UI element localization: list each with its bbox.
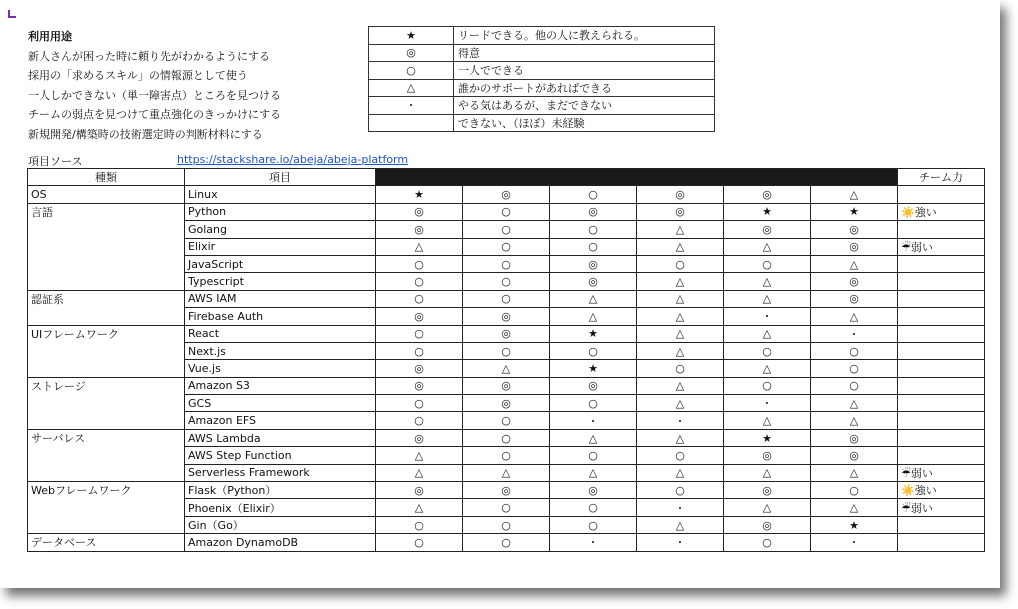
skill-level-cell[interactable]: ○ [463, 238, 550, 255]
legend-description[interactable]: 得意 [454, 44, 715, 62]
skill-level-cell[interactable]: ○ [463, 203, 550, 220]
skill-level-cell[interactable]: △ [550, 464, 637, 481]
item-cell[interactable]: Amazon EFS [185, 412, 376, 429]
skill-level-cell[interactable]: ○ [463, 221, 550, 238]
skill-level-cell[interactable]: ○ [376, 255, 463, 272]
skill-level-cell[interactable]: ◎ [811, 238, 898, 255]
legend-symbol[interactable]: ◎ [369, 44, 454, 62]
skill-level-cell[interactable]: ○ [376, 273, 463, 290]
team-strength-cell[interactable] [898, 377, 985, 394]
skill-level-cell[interactable]: ○ [463, 499, 550, 516]
item-cell[interactable]: Amazon DynamoDB [185, 534, 376, 551]
skill-level-cell[interactable]: △ [637, 429, 724, 446]
category-cell[interactable]: Webフレームワーク [28, 482, 185, 499]
table-row [28, 342, 985, 359]
usage-section [28, 27, 281, 145]
skill-level-cell[interactable]: ○ [550, 447, 637, 464]
skill-level-cell[interactable]: ○ [637, 360, 724, 377]
legend-row [369, 44, 715, 62]
skill-level-cell[interactable]: ○ [376, 395, 463, 412]
skill-level-cell[interactable]: △ [724, 412, 811, 429]
skill-level-cell[interactable]: ○ [463, 412, 550, 429]
skill-level-cell[interactable]: ◎ [811, 429, 898, 446]
skill-level-cell[interactable]: △ [637, 273, 724, 290]
skill-level-cell[interactable]: △ [637, 238, 724, 255]
skill-level-cell[interactable]: ○ [724, 377, 811, 394]
skill-level-cell[interactable]: ◎ [463, 395, 550, 412]
team-strength-cell[interactable] [898, 534, 985, 551]
skill-level-cell[interactable]: △ [463, 360, 550, 377]
skill-level-cell[interactable]: ・ [550, 534, 637, 551]
skill-level-cell[interactable]: △ [637, 464, 724, 481]
skill-level-cell[interactable]: ◎ [724, 186, 811, 203]
legend-symbol[interactable] [369, 114, 454, 132]
team-strength-cell[interactable]: ☔弱い [898, 238, 985, 255]
legend-description[interactable]: 誰かのサポートがあればできる [454, 79, 715, 97]
skill-level-cell[interactable]: ○ [550, 395, 637, 412]
skill-level-cell[interactable]: ◎ [550, 203, 637, 220]
skill-level-cell[interactable]: ◎ [376, 221, 463, 238]
usage-line: 新人さんが困った時に頼り先がわかるようにする [28, 49, 270, 63]
skill-level-cell[interactable]: ○ [463, 447, 550, 464]
skill-level-cell[interactable]: △ [550, 308, 637, 325]
category-cell[interactable] [28, 308, 185, 325]
item-cell[interactable]: Serverless Framework [185, 464, 376, 481]
skill-level-cell[interactable]: ・ [811, 325, 898, 342]
item-cell[interactable]: GCS [185, 395, 376, 412]
skill-level-cell[interactable]: ○ [811, 342, 898, 359]
skill-level-cell[interactable]: △ [724, 290, 811, 307]
team-strength-cell[interactable] [898, 360, 985, 377]
item-cell[interactable]: JavaScript [185, 255, 376, 272]
table-row [28, 186, 985, 203]
team-strength-cell[interactable] [898, 395, 985, 412]
skill-level-cell[interactable]: △ [811, 464, 898, 481]
item-cell[interactable]: Golang [185, 221, 376, 238]
usage-line: 一人しかできない（単一障害点）ところを見つける [28, 88, 281, 102]
header-team: チーム力 [898, 169, 985, 186]
legend-symbol[interactable]: △ [369, 79, 454, 97]
skill-level-cell[interactable]: ○ [463, 429, 550, 446]
skill-level-cell[interactable]: ◎ [376, 308, 463, 325]
team-strength-cell[interactable] [898, 325, 985, 342]
item-cell[interactable]: Gin（Go） [185, 516, 376, 533]
skill-level-cell[interactable]: ◎ [811, 221, 898, 238]
skill-level-cell[interactable]: ○ [463, 534, 550, 551]
skill-level-cell[interactable]: ○ [724, 534, 811, 551]
legend-symbol[interactable]: ・ [369, 97, 454, 115]
category-cell[interactable] [28, 255, 185, 272]
skill-level-cell[interactable]: ○ [376, 516, 463, 533]
legend-row [369, 114, 715, 132]
category-cell[interactable]: ストレージ [28, 377, 185, 394]
skill-level-cell[interactable]: ◎ [463, 308, 550, 325]
team-strength-cell[interactable]: ☔弱い [898, 464, 985, 481]
skill-level-cell[interactable]: ★ [724, 203, 811, 220]
skill-level-cell[interactable]: ★ [811, 516, 898, 533]
skill-level-cell[interactable]: ○ [811, 482, 898, 499]
skill-level-cell[interactable]: ◎ [376, 360, 463, 377]
skill-level-cell[interactable]: ◎ [376, 377, 463, 394]
skill-level-cell[interactable]: ○ [637, 482, 724, 499]
item-cell[interactable]: AWS IAM [185, 290, 376, 307]
skill-level-cell[interactable]: △ [550, 429, 637, 446]
legend-row [369, 27, 715, 45]
skill-level-cell[interactable]: ◎ [637, 186, 724, 203]
skill-level-cell[interactable]: △ [724, 273, 811, 290]
skill-level-cell[interactable]: △ [637, 342, 724, 359]
skill-level-cell[interactable]: ◎ [811, 290, 898, 307]
item-cell[interactable]: Flask（Python） [185, 482, 376, 499]
item-cell[interactable]: AWS Step Function [185, 447, 376, 464]
skill-level-cell[interactable]: ・ [811, 534, 898, 551]
category-cell[interactable] [28, 516, 185, 533]
team-strength-cell[interactable]: ☀️強い [898, 203, 985, 220]
skill-level-cell[interactable]: ★ [550, 325, 637, 342]
team-strength-cell[interactable] [898, 255, 985, 272]
item-cell[interactable]: Amazon S3 [185, 377, 376, 394]
team-strength-cell[interactable] [898, 342, 985, 359]
skill-level-cell[interactable]: ○ [376, 412, 463, 429]
skill-level-cell[interactable]: △ [637, 290, 724, 307]
skill-level-cell[interactable]: ◎ [463, 377, 550, 394]
skill-level-cell[interactable]: △ [811, 186, 898, 203]
skill-level-cell[interactable]: ◎ [463, 325, 550, 342]
skill-level-cell[interactable]: ◎ [724, 221, 811, 238]
category-cell[interactable] [28, 447, 185, 464]
team-strength-cell[interactable] [898, 186, 985, 203]
skill-level-cell[interactable]: ・ [637, 534, 724, 551]
category-cell[interactable]: UIフレームワーク [28, 325, 185, 342]
category-cell[interactable] [28, 342, 185, 359]
skill-level-cell[interactable]: ・ [637, 499, 724, 516]
category-cell[interactable] [28, 464, 185, 481]
skill-level-cell[interactable]: △ [811, 308, 898, 325]
skill-level-cell[interactable]: ○ [550, 342, 637, 359]
skill-level-cell[interactable]: △ [550, 290, 637, 307]
skill-level-cell[interactable]: ○ [376, 534, 463, 551]
skill-level-cell[interactable]: ◎ [376, 203, 463, 220]
skill-level-cell[interactable]: ・ [550, 412, 637, 429]
skill-level-cell[interactable]: △ [724, 499, 811, 516]
skill-level-cell[interactable]: △ [376, 238, 463, 255]
table-row [28, 429, 985, 446]
skill-level-cell[interactable]: ○ [550, 499, 637, 516]
skill-level-cell[interactable]: ○ [463, 290, 550, 307]
category-cell[interactable]: サーバレス [28, 429, 185, 446]
skill-level-cell[interactable]: △ [724, 238, 811, 255]
item-cell[interactable]: AWS Lambda [185, 429, 376, 446]
legend-description[interactable]: リードできる。他の人に教えられる。 [454, 27, 715, 45]
team-strength-cell[interactable]: ☔弱い [898, 499, 985, 516]
skill-level-cell[interactable]: ◎ [637, 203, 724, 220]
category-cell[interactable]: 認証系 [28, 290, 185, 307]
skill-level-cell[interactable]: △ [811, 499, 898, 516]
skill-table [27, 168, 985, 552]
category-cell[interactable] [28, 360, 185, 377]
skill-level-cell[interactable]: ○ [550, 516, 637, 533]
skill-level-cell[interactable]: ◎ [724, 516, 811, 533]
category-cell[interactable]: 言語 [28, 203, 185, 220]
header-row [28, 169, 985, 186]
legend-description[interactable]: 一人でできる [454, 62, 715, 80]
category-cell[interactable] [28, 238, 185, 255]
item-cell[interactable]: Elixir [185, 238, 376, 255]
table-row [28, 290, 985, 307]
skill-level-cell[interactable]: ○ [376, 325, 463, 342]
category-cell[interactable]: データベース [28, 534, 185, 551]
usage-line: 新規開発/構築時の技術選定時の判断材料にする [28, 127, 263, 141]
skill-level-cell[interactable]: ・ [724, 308, 811, 325]
table-row [28, 255, 985, 272]
skill-level-cell[interactable]: △ [637, 308, 724, 325]
category-cell[interactable] [28, 412, 185, 429]
table-row [28, 203, 985, 220]
table-row [28, 499, 985, 516]
table-row [28, 412, 985, 429]
skill-level-cell[interactable]: ○ [376, 342, 463, 359]
table-row [28, 447, 985, 464]
category-cell[interactable]: OS [28, 186, 185, 203]
skill-level-cell[interactable]: ○ [550, 221, 637, 238]
team-strength-cell[interactable] [898, 273, 985, 290]
skill-level-cell[interactable]: ◎ [550, 482, 637, 499]
table-row [28, 482, 985, 499]
header-item: 項目 [185, 169, 376, 186]
skill-level-cell[interactable]: ◎ [550, 255, 637, 272]
skill-level-cell[interactable]: △ [724, 360, 811, 377]
table-row [28, 395, 985, 412]
source-label: 項目ソース [28, 155, 83, 168]
legend-table [368, 26, 715, 132]
skill-level-cell[interactable]: ◎ [376, 482, 463, 499]
legend-symbol[interactable]: ○ [369, 62, 454, 80]
skill-level-cell[interactable]: ◎ [811, 273, 898, 290]
usage-title: 利用用途 [28, 30, 72, 43]
team-strength-cell[interactable]: ☀️強い [898, 482, 985, 499]
category-cell[interactable] [28, 221, 185, 238]
skill-level-cell[interactable]: △ [724, 464, 811, 481]
skill-level-cell[interactable]: ◎ [463, 186, 550, 203]
skill-level-cell[interactable]: △ [637, 221, 724, 238]
category-cell[interactable] [28, 499, 185, 516]
table-row [28, 221, 985, 238]
skill-level-cell[interactable]: ★ [724, 429, 811, 446]
skill-level-cell[interactable]: ○ [463, 516, 550, 533]
skill-level-cell[interactable]: △ [637, 395, 724, 412]
team-strength-cell[interactable] [898, 516, 985, 533]
skill-level-cell[interactable]: △ [376, 447, 463, 464]
category-cell[interactable] [28, 273, 185, 290]
item-cell[interactable]: Typescript [185, 273, 376, 290]
table-row [28, 464, 985, 481]
table-row [28, 516, 985, 533]
item-cell[interactable]: Linux [185, 186, 376, 203]
legend-row [369, 62, 715, 80]
skill-level-cell[interactable]: △ [637, 516, 724, 533]
skill-level-cell[interactable]: △ [637, 377, 724, 394]
item-cell[interactable]: Phoenix（Elixir） [185, 499, 376, 516]
skill-level-cell[interactable]: ○ [637, 447, 724, 464]
team-strength-cell[interactable] [898, 290, 985, 307]
legend-description[interactable]: やる気はあるが、まだできない [454, 97, 715, 115]
usage-line: チームの弱点を見つけて重点強化のきっかけにする [28, 108, 281, 122]
skill-level-cell[interactable]: ○ [463, 255, 550, 272]
item-cell[interactable]: Next.js [185, 342, 376, 359]
header-type: 種類 [28, 169, 185, 186]
table-row [28, 238, 985, 255]
skill-level-cell[interactable]: △ [463, 464, 550, 481]
skill-level-cell[interactable]: ★ [376, 186, 463, 203]
skill-level-cell[interactable]: ○ [463, 342, 550, 359]
item-cell[interactable]: Python [185, 203, 376, 220]
skill-level-cell[interactable]: ◎ [724, 447, 811, 464]
item-cell[interactable]: React [185, 325, 376, 342]
skill-level-cell[interactable]: ◎ [724, 482, 811, 499]
table-row [28, 325, 985, 342]
team-strength-cell[interactable] [898, 429, 985, 446]
category-cell[interactable] [28, 395, 185, 412]
skill-level-cell[interactable]: ◎ [811, 447, 898, 464]
legend-row [369, 97, 715, 115]
source-link[interactable]: https://stackshare.io/abeja/abeja-platform [177, 153, 409, 166]
table-row [28, 377, 985, 394]
skill-level-cell[interactable]: ★ [811, 203, 898, 220]
skill-level-cell[interactable]: ○ [376, 290, 463, 307]
skill-level-cell[interactable]: ○ [724, 342, 811, 359]
skill-level-cell[interactable]: ・ [637, 412, 724, 429]
skill-level-cell[interactable]: ○ [550, 186, 637, 203]
skill-level-cell[interactable]: △ [376, 499, 463, 516]
skill-level-cell[interactable]: △ [724, 325, 811, 342]
table-row [28, 273, 985, 290]
skill-level-cell[interactable]: ★ [550, 360, 637, 377]
redacted-member-names [376, 169, 898, 186]
skill-level-cell[interactable]: △ [811, 395, 898, 412]
skill-level-cell[interactable]: ○ [811, 377, 898, 394]
skill-level-cell[interactable]: △ [811, 255, 898, 272]
item-cell[interactable]: Firebase Auth [185, 308, 376, 325]
item-cell[interactable]: Vue.js [185, 360, 376, 377]
team-strength-cell[interactable] [898, 412, 985, 429]
skill-level-cell[interactable]: ○ [724, 255, 811, 272]
legend-symbol[interactable]: ★ [369, 27, 454, 45]
skill-level-cell[interactable]: ○ [637, 255, 724, 272]
team-strength-cell[interactable] [898, 447, 985, 464]
team-strength-cell[interactable] [898, 221, 985, 238]
skill-level-cell[interactable]: ・ [724, 395, 811, 412]
skill-level-cell[interactable]: ○ [463, 273, 550, 290]
cell-corner-marker [8, 10, 16, 18]
legend-row [369, 79, 715, 97]
skill-level-cell[interactable]: ○ [550, 238, 637, 255]
skill-level-cell[interactable]: △ [637, 325, 724, 342]
table-row [28, 360, 985, 377]
table-row [28, 534, 985, 551]
skill-level-cell[interactable]: ◎ [376, 429, 463, 446]
skill-level-cell[interactable]: ○ [811, 360, 898, 377]
skill-level-cell[interactable]: ◎ [463, 482, 550, 499]
skill-level-cell[interactable]: △ [811, 412, 898, 429]
skill-level-cell[interactable]: △ [376, 464, 463, 481]
table-row [28, 308, 985, 325]
skill-level-cell[interactable]: ◎ [550, 273, 637, 290]
team-strength-cell[interactable] [898, 308, 985, 325]
skill-level-cell[interactable]: ◎ [550, 377, 637, 394]
usage-line: 採用の「求めるスキル」の情報源として使う [28, 69, 248, 83]
legend-description[interactable]: できない、（ほぼ）未経験 [454, 114, 715, 132]
